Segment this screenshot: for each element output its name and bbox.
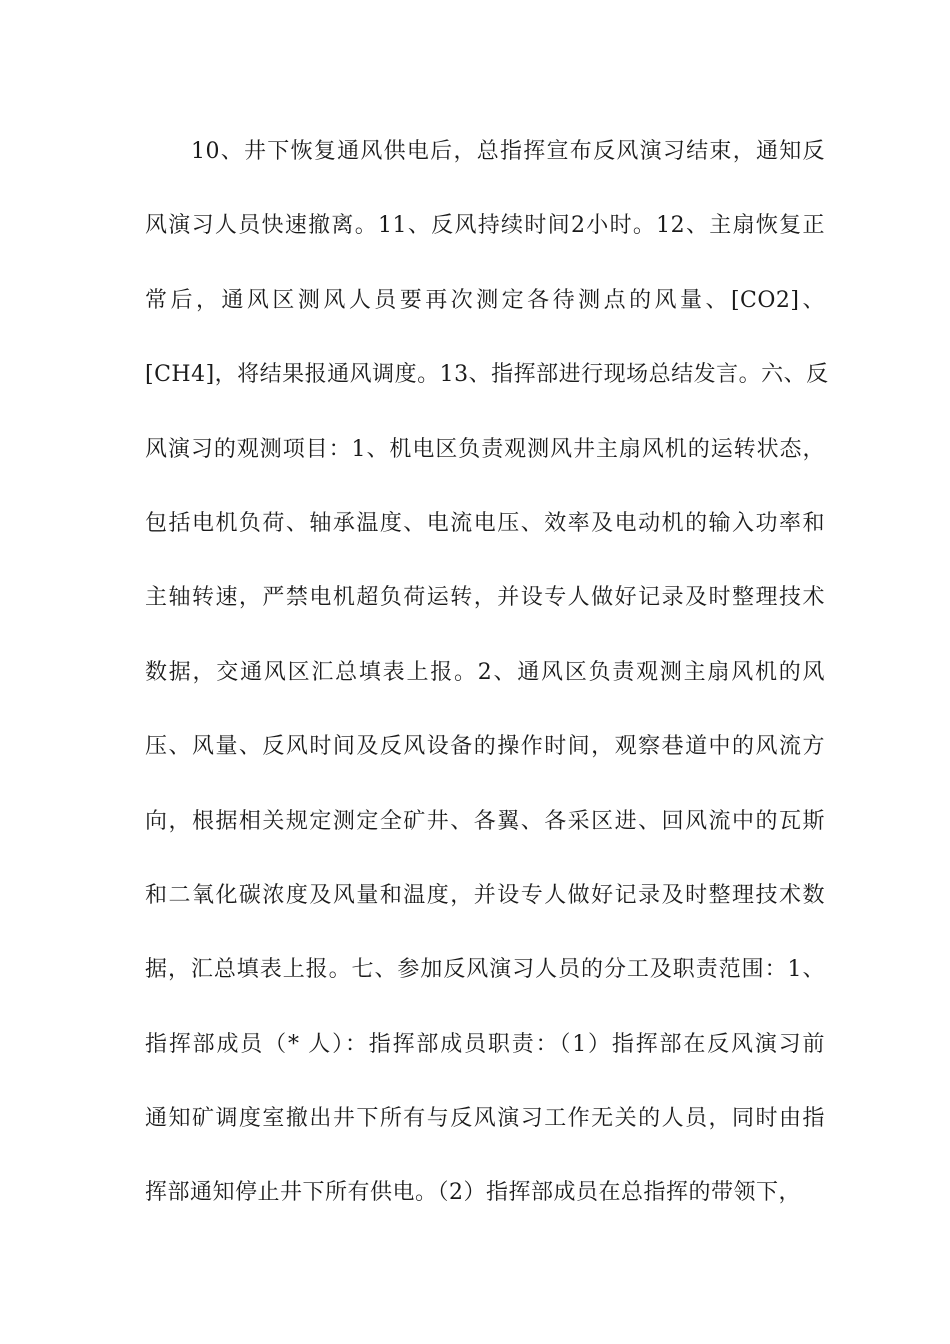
text-line: 向，根据相关规定测定全矿井、各翼、各采区进、回风流中的瓦斯: [145, 808, 825, 834]
text-line: 风演习人员快速撤离。11、反风持续时间2小时。12、主扇恢复正: [145, 213, 825, 239]
text-line: 风演习的观测项目：1、机电区负责观测风井主扇风机的运转状态，: [145, 436, 825, 462]
text-line: 数据，交通风区汇总填表上报。2、通风区负责观测主扇风机的风: [145, 659, 825, 685]
text-line: 压、风量、反风时间及反风设备的操作时间，观察巷道中的风流方: [145, 734, 825, 760]
text-line: 指挥部成员（* 人）：指挥部成员职责：（1）指挥部在反风演习前: [145, 1031, 825, 1057]
text-line: 通知矿调度室撤出井下所有与反风演习工作无关的人员，同时由指: [145, 1106, 825, 1132]
text-line: 10、井下恢复通风供电后，总指挥宣布反风演习结束，通知反: [191, 139, 825, 164]
text-line: 主轴转速，严禁电机超负荷运转，并设专人做好记录及时整理技术: [145, 585, 825, 611]
text-line: 常后，通风区测风人员要再次测定各待测点的风量、[CO2]、: [145, 287, 825, 313]
text-line: [CH4]，将结果报通风调度。13、指挥部进行现场总结发言。六、反: [145, 362, 829, 388]
text-line: 和二氧化碳浓度及风量和温度，并设专人做好记录及时整理技术数: [145, 882, 825, 908]
text-line: 据，汇总填表上报。七、参加反风演习人员的分工及职责范围：1、: [145, 957, 825, 983]
text-line: 包括电机负荷、轴承温度、电流电压、效率及电动机的输入功率和: [145, 510, 825, 536]
body-text: [145, 133, 829, 1249]
text-line: 挥部通知停止井下所有供电。（2）指挥部成员在总指挥的带领下，: [145, 1180, 801, 1206]
